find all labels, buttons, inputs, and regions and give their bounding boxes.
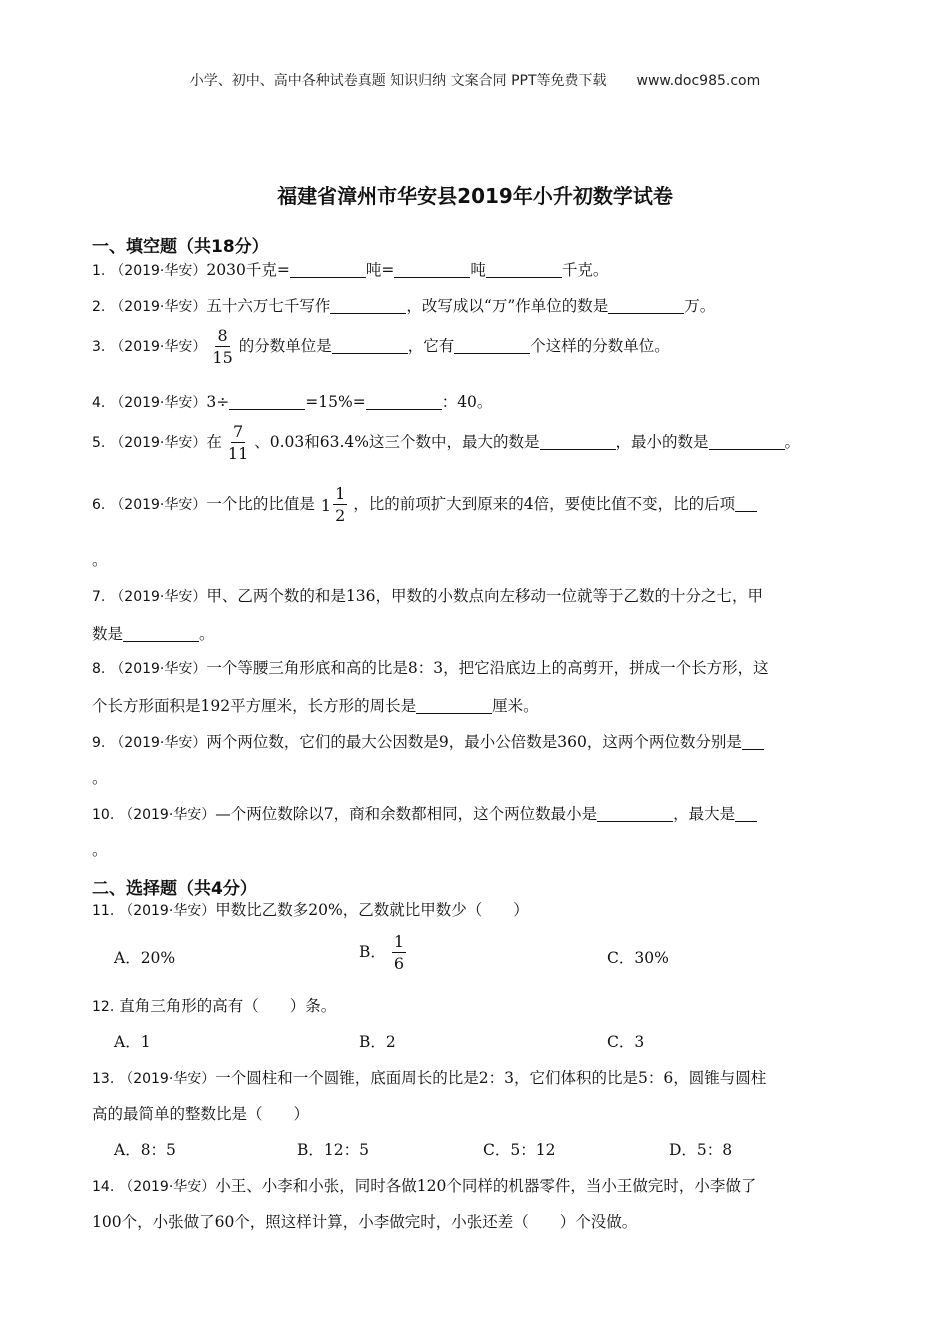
- question-2: 2. （2019·华安）五十六万七千写作 ，改写成以“万”作单位的数是 万。: [92, 297, 716, 315]
- answer-blank[interactable]: [608, 298, 684, 314]
- answer-blank[interactable]: [742, 734, 764, 750]
- question-13: 13. （2019·华安）一个圆柱和一个圆锥，底面周长的比是2：3，它们体积的比是5：6，圆锥与圆柱: [92, 1069, 767, 1087]
- answer-blank[interactable]: [597, 806, 673, 822]
- option-a[interactable]: A．1: [114, 1033, 151, 1051]
- header-text: 小学、初中、高中各种试卷真题 知识归纳 文案合同 PPT等免费下载: [189, 73, 607, 89]
- question-7: 7. （2019·华安）甲、乙两个数的和是136，甲数的小数点向左移动一位就等于乙数的十分之七，甲: [92, 587, 763, 605]
- question-tag: （2019·华安）: [119, 1179, 216, 1195]
- question-tag: （2019·华安）: [110, 299, 207, 315]
- question-9-continued: 。: [92, 769, 108, 787]
- answer-blank[interactable]: [416, 698, 492, 714]
- question-4: 4. （2019·华安）3÷ =15%= ：40。: [92, 393, 493, 411]
- answer-blank[interactable]: [123, 626, 199, 642]
- answer-blank[interactable]: [332, 338, 408, 354]
- question-11: 11. （2019·华安）甲数比乙数多20%，乙数就比甲数少（ ）: [92, 901, 529, 919]
- page-header: [0, 70, 950, 90]
- question-8-continued: 个长方形面积是192平方厘米，长方形的周长是 厘米。: [92, 697, 539, 715]
- section-choice: 二、选择题（共4分）: [92, 879, 257, 899]
- answer-blank[interactable]: [709, 434, 785, 450]
- option-c[interactable]: C．3: [607, 1033, 645, 1051]
- question-3: 3. （2019·华安） $\frac{8}{15}$ 的分数单位是 ，它有 个这样的分数单位。: [92, 326, 670, 367]
- question-7-continued: 数是 。: [92, 625, 215, 643]
- question-6-continued: 。: [92, 551, 108, 569]
- mixed-number: 1 $\frac{1}{2}$: [320, 484, 346, 525]
- question-tag: （2019·华安）: [110, 497, 207, 513]
- option-d[interactable]: D．5：8: [669, 1141, 733, 1159]
- question-10-continued: 。: [92, 841, 108, 859]
- question-tag: （2019·华安）: [110, 735, 207, 751]
- answer-blank[interactable]: [290, 262, 366, 278]
- question-tag: （2019·华安）: [110, 395, 207, 411]
- question-tag: （2019·华安）: [110, 589, 207, 605]
- option-b[interactable]: B．2: [359, 1033, 396, 1051]
- header-site[interactable]: www.doc985.com: [636, 73, 761, 89]
- question-1: 1. （2019·华安）2030千克= 吨= 吨 千克。: [92, 261, 609, 279]
- answer-blank[interactable]: [735, 806, 757, 822]
- question-tag: （2019·华安）: [119, 1071, 216, 1087]
- question-6: 6. （2019·华安）一个比的比值是 1 $\frac{1}{2}$ ，比的前项扩大到原来的4倍，要使比值不变，比的后项: [92, 486, 757, 524]
- answer-blank[interactable]: [454, 338, 530, 354]
- answer-blank[interactable]: [330, 298, 406, 314]
- question-tag: （2019·华安）: [110, 339, 207, 355]
- question-5: 5. （2019·华安）在 $\frac{7}{11}$ 、0.03和63.4%这三个数中，最大的数是 ，最小的数是 。: [92, 422, 801, 463]
- question-tag: （2019·华安）: [110, 435, 207, 451]
- answer-blank[interactable]: [229, 394, 305, 410]
- answer-blank[interactable]: [540, 434, 616, 450]
- answer-blank[interactable]: [394, 262, 470, 278]
- fraction: $\frac{1}{6}$: [393, 932, 405, 973]
- answer-blank[interactable]: [366, 394, 442, 410]
- answer-blank[interactable]: [486, 262, 562, 278]
- section-fill-in: 一、填空题（共18分）: [92, 237, 269, 257]
- question-13-continued: 高的最简单的整数比是（ ）: [92, 1105, 310, 1123]
- option-b[interactable]: B． $\frac{1}{6}$: [359, 932, 405, 973]
- question-tag: （2019·华安）: [119, 807, 216, 823]
- question-9: 9. （2019·华安）两个两位数，它们的最大公因数是9，最小公倍数是360，这两个两位数分别是: [92, 730, 764, 752]
- option-a[interactable]: A．8：5: [114, 1141, 176, 1159]
- question-14-continued: 100个，小张做了60个，照这样计算，小李做完时，小张还差（ ）个没做。: [92, 1213, 638, 1231]
- question-12: 12. 直角三角形的高有（ ）条。: [92, 997, 337, 1015]
- question-tag: （2019·华安）: [110, 661, 207, 677]
- page-title: 福建省漳州市华安县2019年小升初数学试卷: [277, 184, 673, 208]
- fraction: $\frac{7}{11}$: [227, 422, 249, 463]
- question-tag: （2019·华安）: [110, 263, 207, 279]
- question-10: 10. （2019·华安）—个两位数除以7，商和余数都相同，这个两位数最小是 ，最大是: [92, 802, 757, 824]
- fraction: $\frac{8}{15}$: [212, 326, 233, 367]
- answer-blank[interactable]: [735, 496, 757, 512]
- option-c[interactable]: C．5：12: [483, 1141, 556, 1159]
- question-tag: （2019·华安）: [119, 903, 216, 919]
- question-8: 8. （2019·华安）一个等腰三角形底和高的比是8：3，把它沿底边上的高剪开，拼成一个长方形，这: [92, 659, 769, 677]
- option-b[interactable]: B．12：5: [297, 1141, 369, 1159]
- option-c[interactable]: C．30%: [607, 949, 669, 967]
- option-a[interactable]: A．20%: [114, 949, 176, 967]
- question-14: 14. （2019·华安）小王、小李和小张，同时各做120个同样的机器零件，当小王做完时，小李做了: [92, 1177, 757, 1195]
